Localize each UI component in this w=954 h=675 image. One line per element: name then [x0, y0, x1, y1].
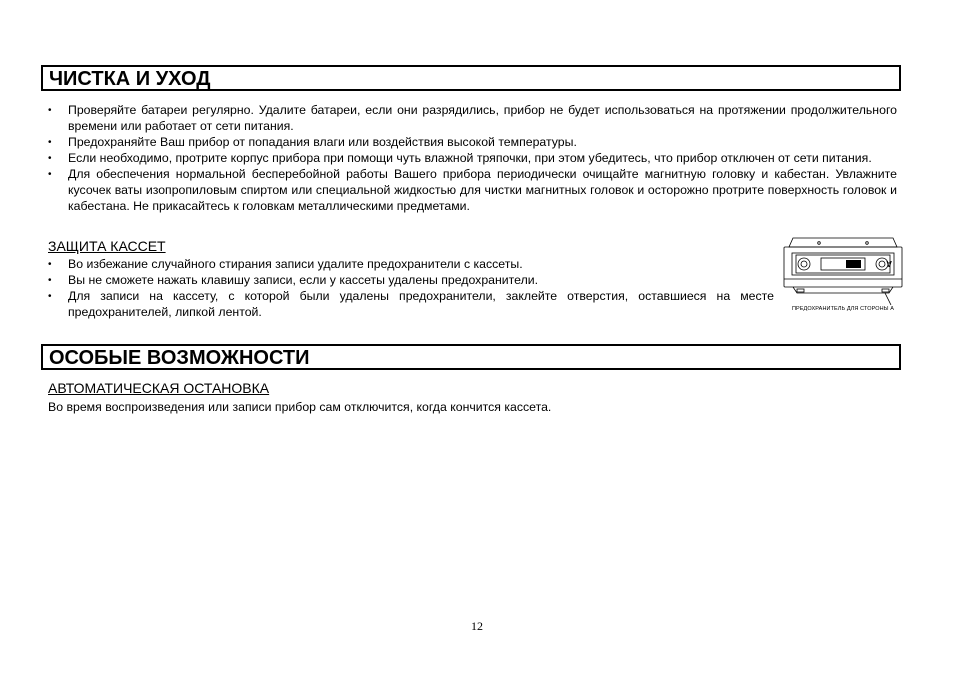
bullet-icon: • — [48, 137, 52, 148]
list-item-text: Для записи на кассету, с которой были удалены предохранители, заклейте отверстия, оставшиеся на месте предохранителей, липкой лентой. — [68, 289, 774, 319]
list-item-text: Вы не сможете нажать клавишу записи, если у кассеты удалены предохранители. — [68, 273, 539, 287]
cassette-bullet-list — [48, 256, 774, 320]
bullet-icon: • — [48, 275, 52, 286]
bullet-icon: • — [48, 153, 52, 164]
bullet-icon: • — [48, 259, 52, 270]
list-item-text: Проверяйте батареи регулярно. Удалите батареи, если они разрядились, прибор не будет использоваться на протяжении продолжительного времени или работает от сети питания. — [68, 103, 897, 133]
subheading-autostop: АВТОМАТИЧЕСКАЯ ОСТАНОВКА — [48, 380, 270, 396]
section-title-features: ОСОБЫЕ ВОЗМОЖНОСТИ — [41, 344, 901, 370]
list-item — [48, 150, 897, 166]
list-item — [48, 166, 897, 214]
cleaning-bullet-list — [48, 102, 897, 214]
list-item-text: Во избежание случайного стирания записи удалите предохранители с кассеты. — [68, 257, 523, 271]
list-item — [48, 288, 774, 320]
side-a-label: A — [886, 259, 892, 268]
list-item-text: Предохраняйте Ваш прибор от попадания влаги или воздействия высокой температуры. — [68, 135, 577, 149]
list-item — [48, 102, 897, 134]
bullet-icon: • — [48, 291, 52, 302]
autostop-text: Во время воспроизведения или записи прибор сам отключится, когда кончится кассета. — [48, 400, 552, 414]
list-item-text: Если необходимо, протрите корпус прибора при помощи чуть влажной тряпочки, при этом убедитесь, что прибор отключен от сети питания. — [68, 151, 872, 165]
list-item-text: Для обеспечения нормальной бесперебойной работы Вашего прибора периодически очищайте магнитную головку и кабестан. Увлажните кусочек ваты изопропиловым спиртом или специальной жидкостью для чистки магнитных головок и осторожно протрите поверхность головок и кабестана. Не прикасайтесь к головкам металлическими предметами. — [68, 167, 897, 213]
bullet-icon: • — [48, 105, 52, 116]
subheading-cassette-protection: ЗАЩИТА КАССЕТ — [48, 238, 166, 254]
list-item — [48, 134, 897, 150]
section-title-cleaning: ЧИСТКА И УХОД — [41, 65, 901, 91]
bullet-icon: • — [48, 169, 52, 180]
figure-caption: ПРЕДОХРАНИТЕЛЬ ДЛЯ СТОРОНЫ А — [791, 306, 895, 312]
list-item — [48, 256, 774, 272]
list-item — [48, 272, 774, 288]
page-number: 12 — [471, 619, 483, 633]
